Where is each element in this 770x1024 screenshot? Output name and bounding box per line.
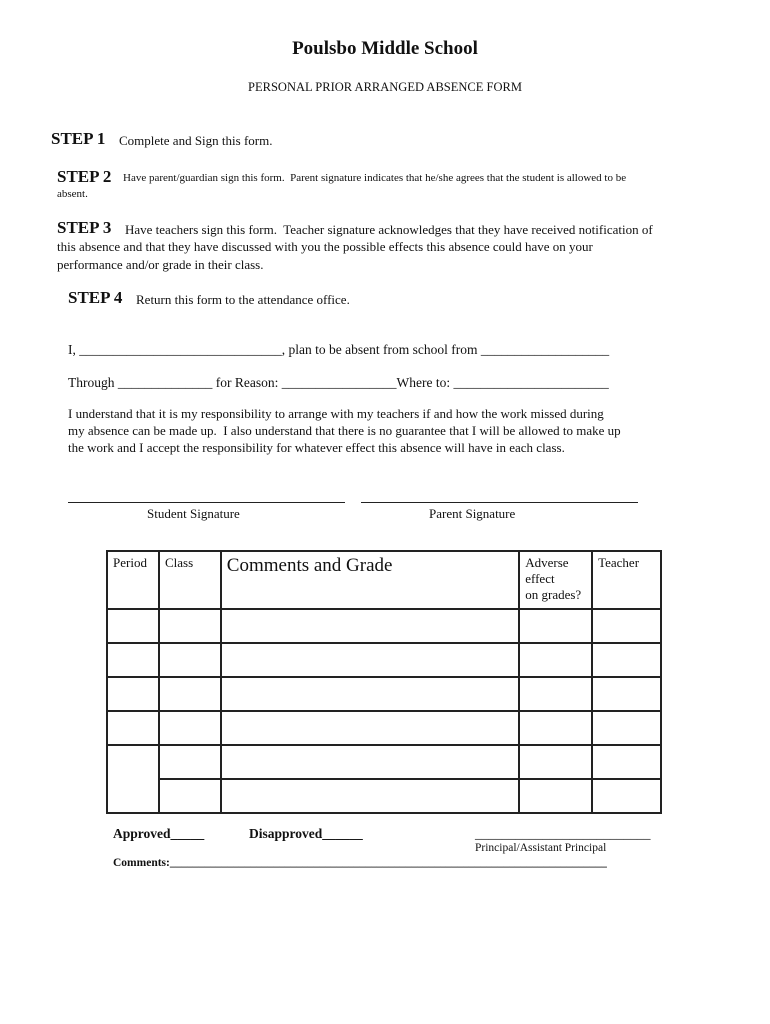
adverse-cell[interactable]: [519, 677, 592, 711]
teacher-cell[interactable]: [592, 745, 661, 779]
principal-signature-line[interactable]: __________________________: [475, 826, 651, 841]
class-cell[interactable]: [159, 677, 221, 711]
statement-line2: my absence can be made up. I also understand that there is no guarantee that I will be allowed to make up: [68, 423, 621, 438]
comments-cell[interactable]: [221, 609, 519, 643]
step4-label: STEP 4: [68, 288, 123, 307]
adverse-cell[interactable]: [519, 643, 592, 677]
step2-text-line1: Have parent/guardian sign this form. Parent signature indicates that he/she agrees that the student is allowed to be: [123, 172, 627, 184]
step2-label: STEP 2: [57, 167, 112, 186]
step2-text-line2: absent.: [57, 188, 88, 200]
step3-label: STEP 3: [57, 218, 112, 237]
header-adverse-line2: effect: [525, 571, 555, 586]
header-period: Period: [107, 551, 159, 609]
approved-field[interactable]: Approved_____: [113, 826, 205, 841]
form-subtitle: PERSONAL PRIOR ARRANGED ABSENCE FORM: [248, 80, 522, 94]
adverse-cell[interactable]: [519, 609, 592, 643]
statement-line3: the work and I accept the responsibility for whatever effect this absence will have in each class.: [68, 440, 565, 455]
period-cell[interactable]: [107, 745, 159, 813]
header-comments-grade: Comments and Grade: [221, 551, 519, 609]
table-row: [107, 609, 661, 643]
comments-cell[interactable]: [221, 711, 519, 745]
adverse-cell[interactable]: [519, 745, 592, 779]
table-row: [107, 677, 661, 711]
header-class: Class: [159, 551, 221, 609]
header-adverse-effect: [519, 551, 592, 609]
student-signature-line[interactable]: [68, 502, 345, 503]
form-title: Poulsbo Middle School: [292, 38, 478, 59]
principal-label: Principal/Assistant Principal: [475, 842, 607, 854]
absence-dates-field[interactable]: I, ______________________________, plan to be absent from school from ___________________: [68, 342, 610, 357]
parent-signature-line[interactable]: [361, 502, 638, 503]
table-header-row: [107, 551, 661, 609]
class-grade-table: [106, 550, 662, 814]
step1-label: STEP 1: [51, 129, 106, 148]
period-cell[interactable]: [107, 609, 159, 643]
teacher-cell[interactable]: [592, 677, 661, 711]
adverse-cell[interactable]: [519, 779, 592, 813]
period-cell[interactable]: [107, 711, 159, 745]
table-row: [107, 643, 661, 677]
teacher-cell[interactable]: [592, 779, 661, 813]
reason-location-field[interactable]: Through ______________ for Reason: _________________Where to: _______________________: [68, 375, 609, 390]
table-row: [107, 711, 661, 745]
class-cell[interactable]: [159, 779, 221, 813]
step4-text: Return this form to the attendance office.: [136, 292, 350, 307]
statement-line1: I understand that it is my responsibility to arrange with my teachers if and how the work missed during: [68, 406, 604, 421]
step1-text: Complete and Sign this form.: [119, 133, 273, 148]
step3-text-line2: this absence and that they have discussed with you the possible effects this absence could have on your: [57, 239, 593, 254]
teacher-cell[interactable]: [592, 711, 661, 745]
comments-cell[interactable]: [221, 677, 519, 711]
comments-cell[interactable]: [221, 643, 519, 677]
teacher-cell[interactable]: [592, 643, 661, 677]
header-adverse-line3: on grades?: [525, 587, 582, 602]
class-cell[interactable]: [159, 711, 221, 745]
comments-field[interactable]: Comments:____________________________________________________________________________: [113, 857, 607, 869]
header-teacher: Teacher: [592, 551, 661, 609]
period-cell[interactable]: [107, 677, 159, 711]
comments-cell[interactable]: [221, 779, 519, 813]
header-adverse-line1: Adverse: [525, 555, 569, 570]
table-row: [107, 779, 661, 813]
class-cell[interactable]: [159, 643, 221, 677]
table-row: [107, 745, 661, 779]
step3-text-line3: performance and/or grade in their class.: [57, 257, 264, 272]
step3-text-line1: Have teachers sign this form. Teacher signature acknowledges that they have received notification of: [125, 222, 653, 237]
class-cell[interactable]: [159, 609, 221, 643]
disapproved-field[interactable]: Disapproved______: [249, 826, 363, 841]
class-cell[interactable]: [159, 745, 221, 779]
period-cell[interactable]: [107, 643, 159, 677]
comments-cell[interactable]: [221, 745, 519, 779]
student-signature-label: Student Signature: [147, 506, 240, 521]
teacher-cell[interactable]: [592, 609, 661, 643]
parent-signature-label: Parent Signature: [429, 506, 516, 521]
adverse-cell[interactable]: [519, 711, 592, 745]
